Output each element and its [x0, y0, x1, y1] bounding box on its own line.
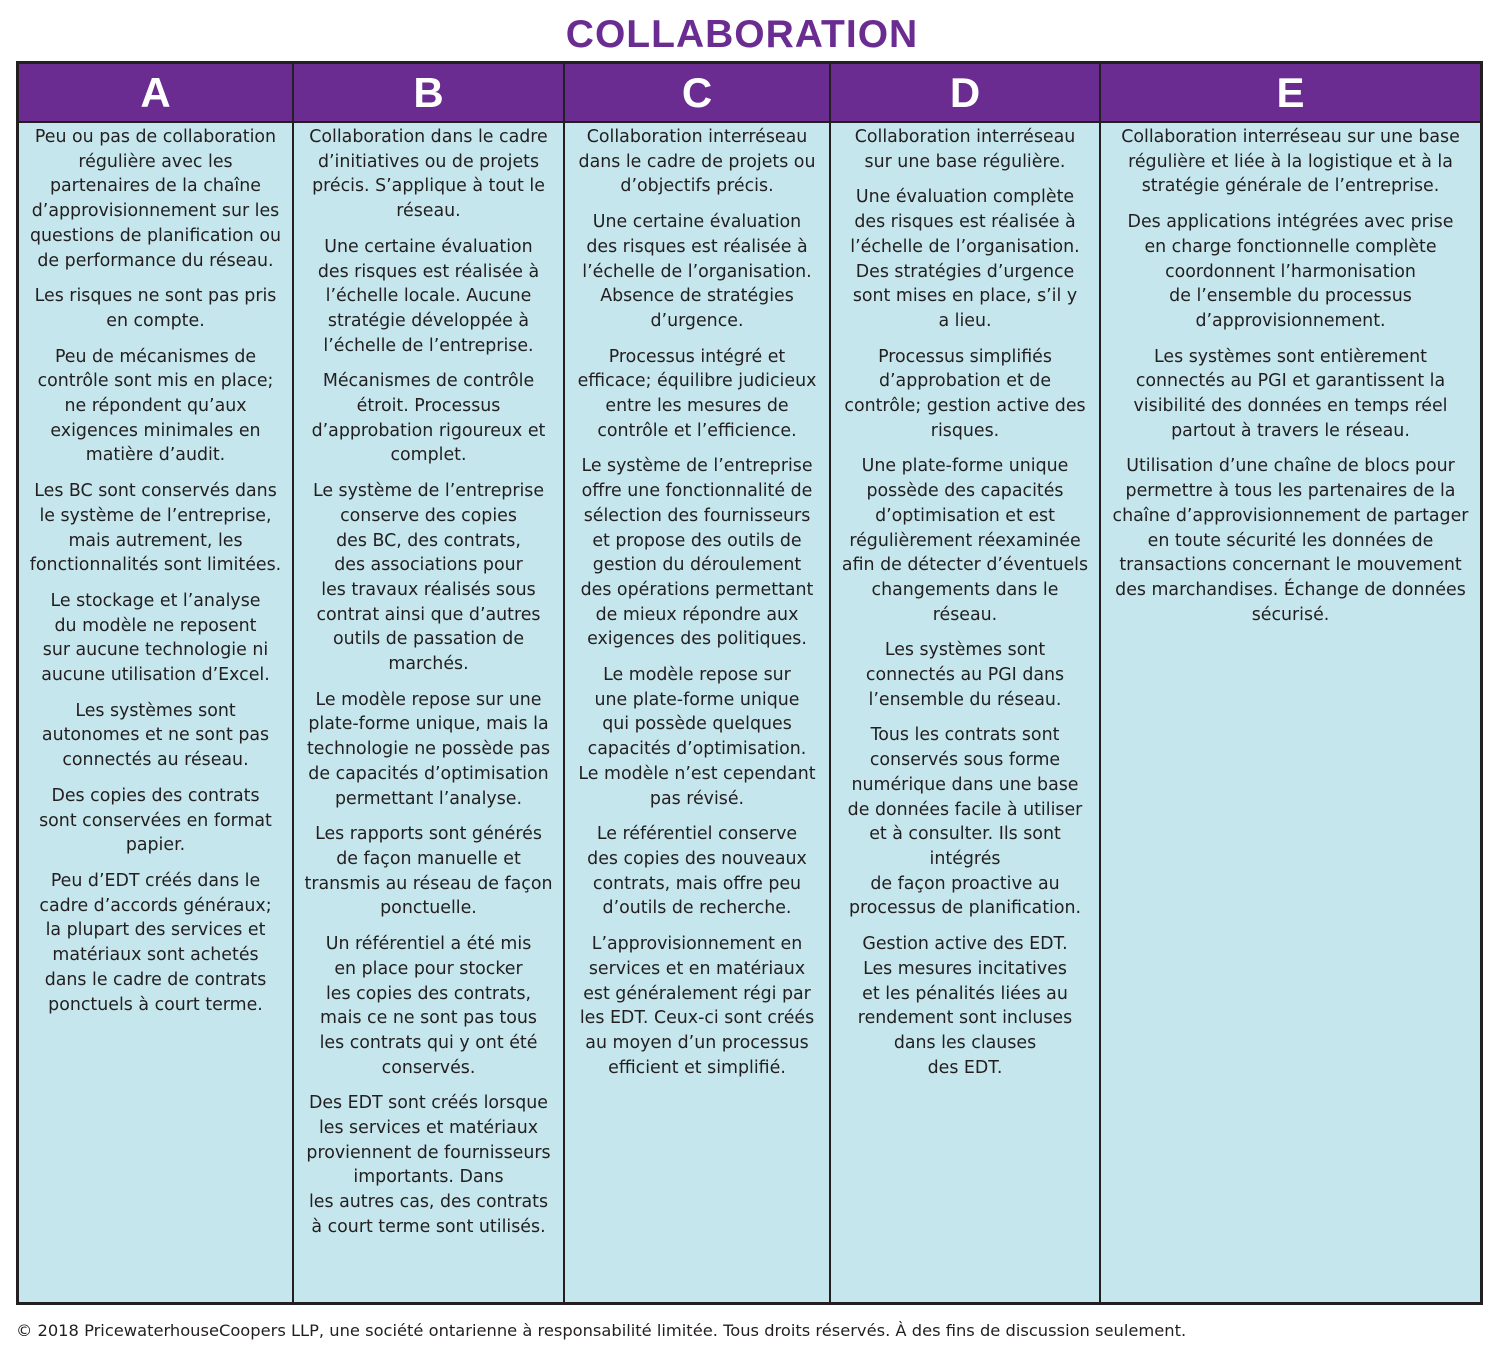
column-a	[19, 64, 294, 1302]
criterion-paragraph: Gestion active des EDT. Les mesures incitatives et les pénalités liées au rendement sont incluses dans les clauses des EDT.	[857, 934, 1073, 1078]
criterion-paragraph: Une plate-forme unique possède des capacités d’optimisation et est régulièrement réexaminée afin de détecter d’éventuels changements dans le réseau.	[841, 456, 1089, 625]
column-body-e	[1101, 123, 1480, 638]
criterion-paragraph: Collaboration interréseau sur une base régulière et liée à la logistique et à la stratégie générale de l’entreprise.	[1121, 127, 1460, 197]
column-body-c	[565, 123, 829, 1091]
criterion-paragraph: Utilisation d’une chaîne de blocs pour permettre à tous les partenaires de la chaîne d’approvisionnement de partager en toute sécurité les données de transactions concernant le mouvement des marchandises. Échange de données sécurisé.	[1112, 456, 1469, 625]
column-header-e: E	[1101, 64, 1480, 123]
criterion-paragraph: Des copies des contrats sont conservées en format papier.	[39, 785, 272, 856]
criterion-paragraph: Les systèmes sont entièrement connectés au PGI et garantissent la visibilité des données en temps réel partout à travers le réseau.	[1133, 346, 1448, 441]
criterion-paragraph: L’approvisionnement en services et en matériaux est généralement régi par les EDT. Ceux-ci sont créés au moyen d’un processus efficient et simplifié.	[579, 934, 815, 1078]
criterion-paragraph: Des applications intégrées avec prise en charge fonctionnelle complète coordonnent l’harmonisation de l’ensemble du processus d’approvisionnement.	[1127, 212, 1454, 331]
criterion-paragraph: Mécanismes de contrôle étroit. Processus d’approbation rigoureux et complet.	[311, 371, 546, 466]
criterion-paragraph: Le modèle repose sur une plate-forme unique qui possède quelques capacités d’optimisation. Le modèle n’est cependant pas révisé.	[578, 665, 816, 809]
column-header-d: D	[831, 64, 1099, 123]
criterion-paragraph: Peu de mécanismes de contrôle sont mis en place; ne répondent qu’aux exigences minimales en matière d’audit.	[37, 346, 274, 466]
criterion-paragraph: Collaboration dans le cadre d’initiatives ou de projets précis. S’applique à tout le réseau.	[309, 127, 548, 222]
criterion-paragraph: Les systèmes sont autonomes et ne sont pas connectés au réseau.	[41, 700, 270, 771]
criterion-paragraph: Processus intégré et efficace; équilibre judicieux entre les mesures de contrôle et l’efficience.	[577, 346, 817, 441]
column-header-b: B	[294, 64, 563, 123]
criterion-paragraph: Peu ou pas de collaboration régulière avec les partenaires de la chaîne d’approvisionnement sur les questions de planification ou de performance du réseau.	[29, 127, 282, 271]
criterion-paragraph: Peu d’EDT créés dans le cadre d’accords généraux; la plupart des services et matériaux sont achetés dans le cadre de contrats ponctuels à court terme.	[39, 870, 272, 1015]
criterion-paragraph: Un référentiel a été mis en place pour stocker les copies des contrats, mais ce ne sont pas tous les contrats qui y ont été conservés.	[319, 934, 538, 1078]
criterion-paragraph: Processus simplifiés d’approbation et de contrôle; gestion active des risques.	[844, 346, 1086, 441]
criterion-paragraph: Le référentiel conserve des copies des nouveaux contrats, mais offre peu d’outils de recherche.	[587, 824, 807, 919]
copyright-footer: © 2018 PricewaterhouseCoopers LLP, une société ontarienne à responsabilité limitée. Tous droits réservés. À des fins de discussion seulement.	[16, 1321, 1187, 1340]
criterion-paragraph: Le système de l’entreprise offre une fonctionnalité de sélection des fournisseurs et propose des outils de gestion du déroulement des opérations permettant de mieux répondre aux exigences des politiques.	[580, 456, 814, 650]
maturity-table	[16, 61, 1483, 1305]
criterion-paragraph: Collaboration interréseau sur une base régulière.	[854, 127, 1076, 172]
criterion-paragraph: Les rapports sont générés de façon manuelle et transmis au réseau de façon ponctuelle.	[304, 824, 553, 919]
criterion-paragraph: Une certaine évaluation des risques est réalisée à l’échelle de l’organisation. Absence de stratégies d’urgence.	[582, 212, 812, 331]
column-header-c: C	[565, 64, 829, 123]
criterion-paragraph: Collaboration interréseau dans le cadre de projets ou d’objectifs précis.	[578, 127, 816, 197]
criterion-paragraph: Une certaine évaluation des risques est réalisée à l’échelle locale. Aucune stratégie développée à l’échelle de l’entreprise.	[317, 236, 540, 356]
column-body-a	[19, 123, 292, 1028]
page-title: COLLABORATION	[565, 13, 919, 56]
criterion-paragraph: Une évaluation complète des risques est réalisée à l’échelle de l’organisation. Des stratégies d’urgence sont mises en place, s’il y a lieu.	[850, 187, 1080, 331]
column-c	[565, 64, 831, 1302]
criterion-paragraph: Les BC sont conservés dans le système de l’entreprise, mais autrement, les fonctionnalités sont limitées.	[29, 481, 282, 576]
column-body-b	[294, 123, 563, 1251]
criterion-paragraph: Les systèmes sont connectés au PGI dans l’ensemble du réseau.	[865, 640, 1065, 710]
criterion-paragraph: Le modèle repose sur une plate-forme unique, mais la technologie ne possède pas de capacités d’optimisation permettant l’analyse.	[306, 689, 551, 809]
column-header-a: A	[19, 64, 292, 123]
criterion-paragraph: Les risques ne sont pas pris en compte.	[34, 286, 277, 331]
criterion-paragraph: Le système de l’entreprise conserve des copies des BC, des contrats, des associations pour les travaux réalisés sous contrat ainsi que d’autres outils de passation de marchés.	[312, 481, 545, 675]
criterion-paragraph: Tous les contrats sont conservés sous forme numérique dans une base de données facile à utiliser et à consulter. Ils sont intégrés de façon proactive au processus de planification.	[847, 725, 1083, 919]
criterion-paragraph: Des EDT sont créés lorsque les services et matériaux proviennent de fournisseurs importants. Dans les autres cas, des contrats à court terme sont utilisés.	[306, 1093, 551, 1237]
column-d	[831, 64, 1101, 1302]
column-body-d	[831, 123, 1099, 1091]
criterion-paragraph: Le stockage et l’analyse du modèle ne reposent sur aucune technologie ni aucune utilisation d’Excel.	[41, 590, 270, 686]
column-e	[1101, 64, 1480, 1302]
column-b	[294, 64, 565, 1302]
